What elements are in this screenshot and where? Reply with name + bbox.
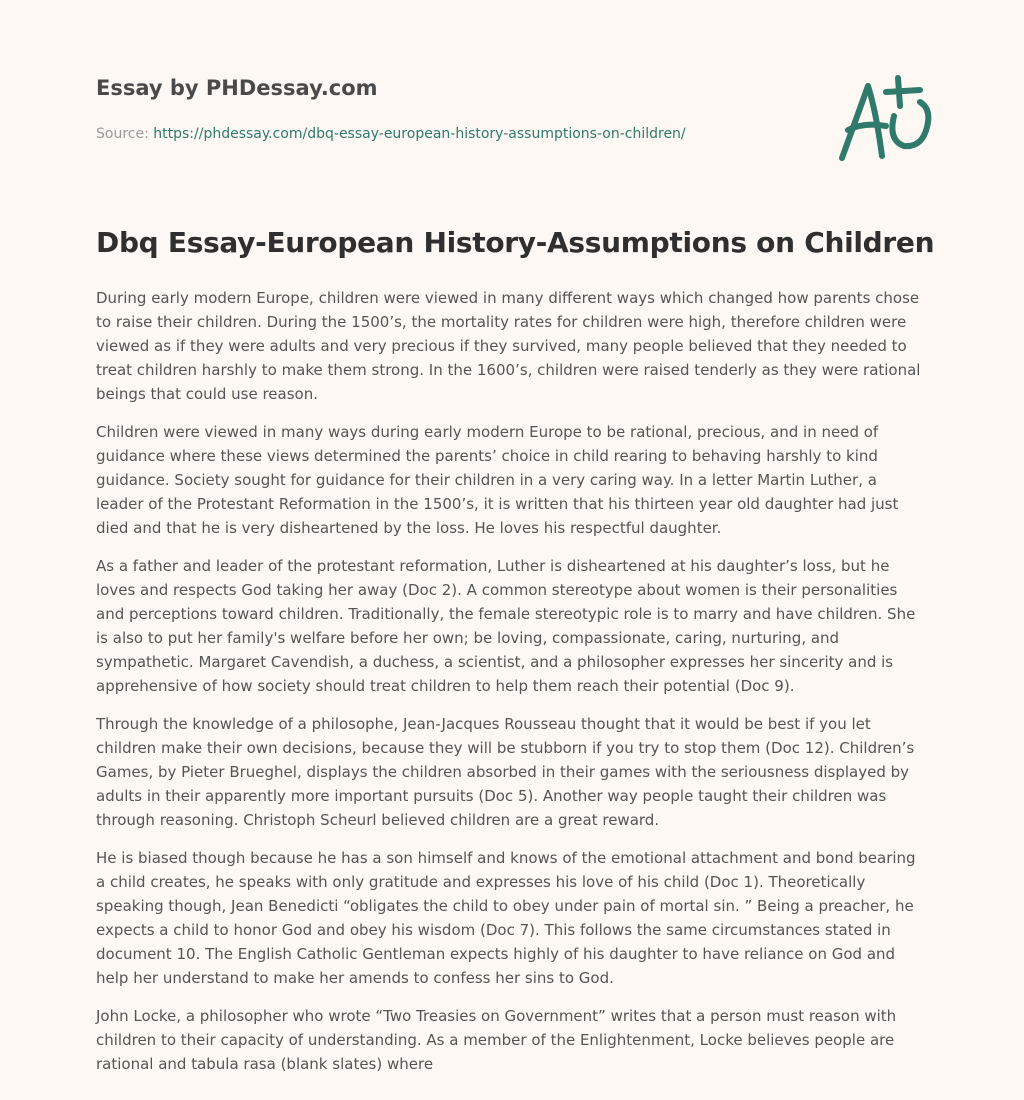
paragraph: He is biased though because he has a son himself and knows of the emotional attachment and bond bearing a child creates, he speaks with only gratitude and expresses his love of his child (Doc 1). Theoretically speaking though, Jean Benedicti “obligates the child to obey under pain of mortal sin. ” Being a preacher, he expects a child to honor God and obey his wisdom (Doc 7). This follows the same circumstances stated in document 10. The English Catholic Gentleman expects highly of his daughter to have reliance on God and help her understand to make her amends to confess her sins to God. <box>96 849 916 987</box>
paragraph: John Locke, a philosopher who wrote “Two Treasies on Government” writes that a person must reason with children to their capacity of understanding. As a member of the Enlightenment, Locke believes people are rational and tabula rasa (blank slates) where <box>96 1007 897 1073</box>
header <box>96 76 928 176</box>
brand-title: Essay by PHDessay.com <box>96 76 378 100</box>
essay-title: Dbq Essay-European History-Assumptions on Children <box>96 226 935 259</box>
paragraph: During early modern Europe, children were viewed in many different ways which changed how parents chose to raise their children. During the 1500’s, the mortality rates for children were high, therefore children were viewed as if they were adults and very precious if they survived, many people believed that they needed to treat children harshly to make them strong. In the 1600’s, children were raised tenderly as they were rational beings that could use reason. <box>96 289 921 403</box>
paragraph: Children were viewed in many ways during early modern Europe to be rational, precious, and in need of guidance where these views determined the parents’ choice in child rearing to behaving harshly to kind guidance. Society sought for guidance for their children in a very caring way. In a letter Martin Luther, a leader of the Protestant Reformation in the 1500’s, it is written that his thirteen year old daughter had just died and that he is very disheartened by the loss. He loves his respectful daughter. <box>96 423 899 537</box>
essay-body <box>96 286 928 1090</box>
source-line <box>96 126 686 142</box>
a-plus-logo-icon <box>824 66 934 166</box>
paragraph: As a father and leader of the protestant reformation, Luther is disheartened at his daughter’s loss, but he loves and respects God taking her away (Doc 2). A common stereotype about women is their personalities and perceptions toward children. Traditionally, the female stereotypic role is to marry and have children. She is also to put her family's welfare before her own; be loving, compassionate, caring, nurturing, and sympathetic. Margaret Cavendish, a duchess, a scientist, and a philosopher expresses her sincerity and is apprehensive of how society should treat children to help them reach their potential (Doc 9). <box>96 557 916 695</box>
paragraph: Through the knowledge of a philosophe, Jean-Jacques Rousseau thought that it would be best if you let children make their own decisions, because they will be stubborn if you try to stop them (Doc 12). Children’s Games, by Pieter Brueghel, displays the children absorbed in their games with the seriousness displayed by adults in their apparently more important pursuits (Doc 5). Another way people taught their children was through reasoning. Christoph Scheurl believed children are a great reward. <box>96 715 915 829</box>
source-label: Source: <box>96 126 154 142</box>
source-link[interactable]: https://phdessay.com/dbq-essay-european-history-assumptions-on-children/ <box>153 126 686 142</box>
